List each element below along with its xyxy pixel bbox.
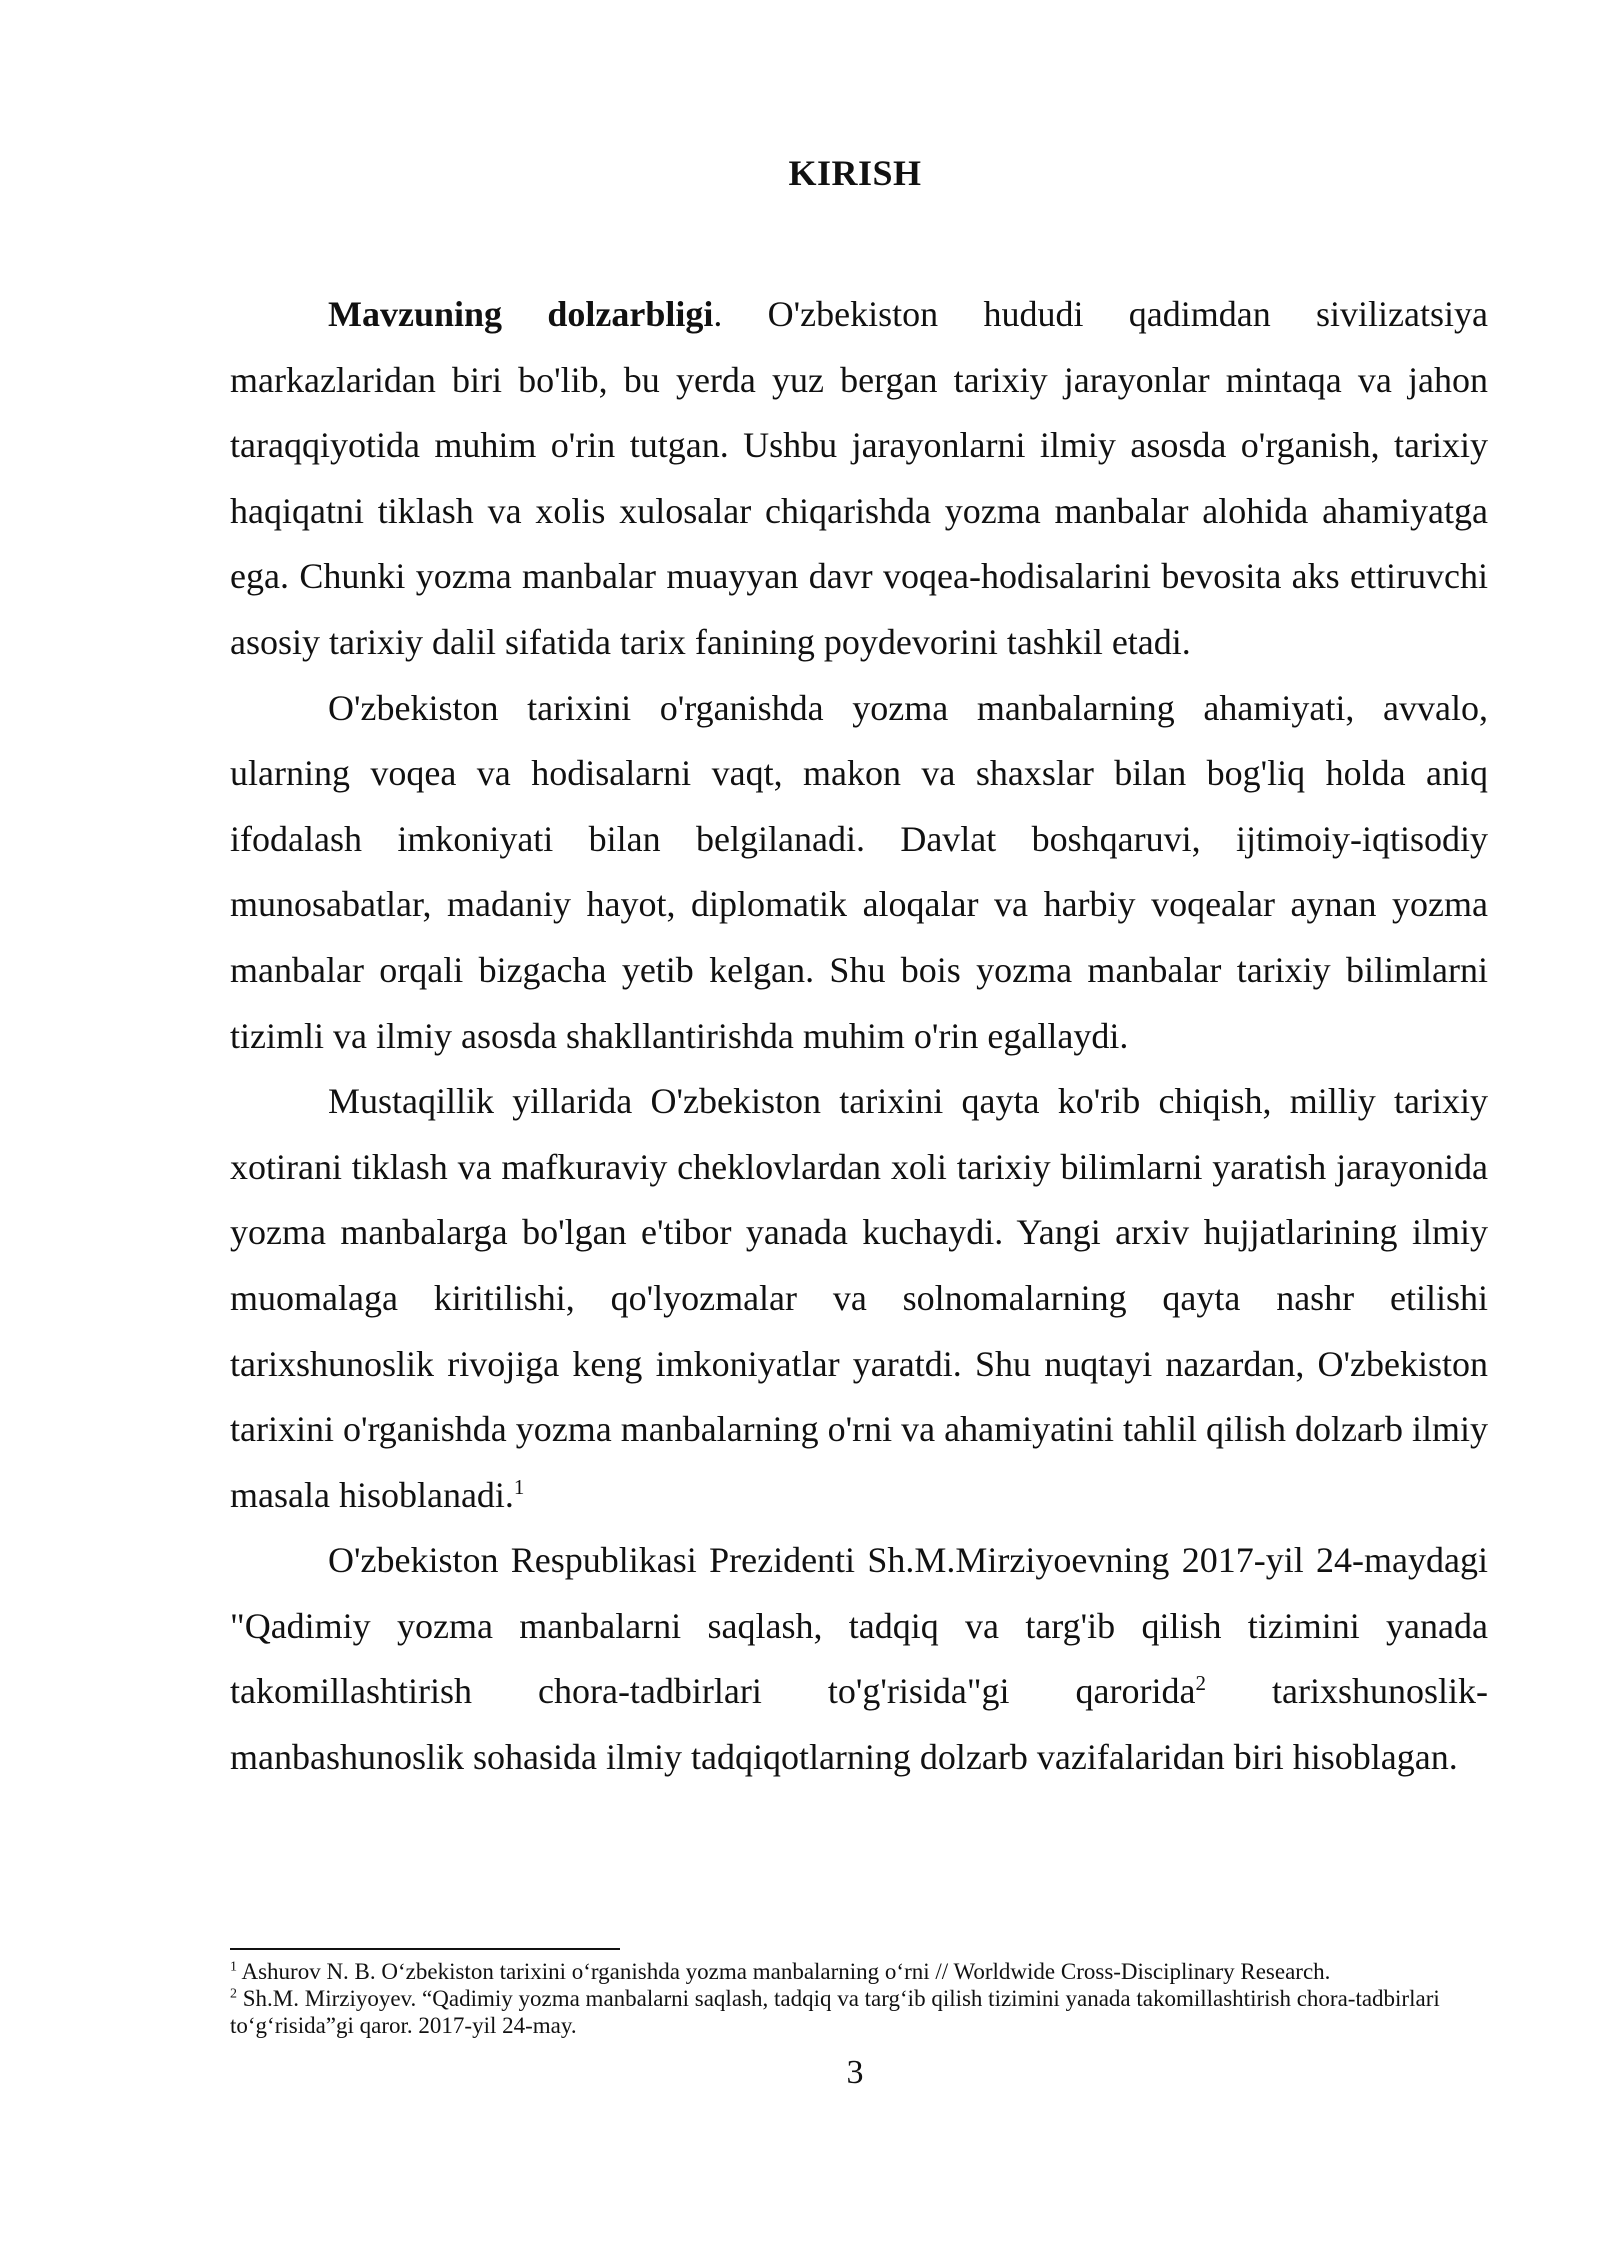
footnote-ref-1: 1: [513, 1474, 525, 1499]
footnote-2: [230, 1985, 1488, 2039]
footnote-1-mark: 1: [230, 1959, 237, 1975]
paragraph-3: [230, 1069, 1488, 1528]
footnote-2-text: Sh.M. Mirziyoyev. “Qadimiy yozma manbalarni saqlash, tadqiq va targ‘ib qilish tizimini yanada takomillashtirish chora-tadbirlari to‘g‘risida”gi qaror. 2017-yil 24-may.: [230, 1986, 1440, 2038]
footnote-2-mark: 2: [230, 1986, 237, 2002]
footnotes: [230, 1958, 1488, 2039]
footnote-1: [230, 1958, 1488, 1985]
paragraph-2-text: O'zbekiston tarixini o'rganishda yozma manbalarning ahamiyati, avvalo, ularning voqea va hodisalarni vaqt, makon va shaxslar bilan bog'liq holda aniq ifodalash imkoniyati bilan belgilanadi. Davlat boshqaruvi, ijtimoiy-iqtisodiy munosabatlar, madaniy hayot, diplomatik aloqalar va harbiy voqealar aynan yozma manbalar orqali bizgacha yetib kelgan. Shu bois yozma manbalar tarixiy bilimlarni tizimli va ilmiy asosda shakllantirishda muhim o'rin egallaydi.: [230, 687, 1488, 1056]
footnote-1-text: Ashurov N. B. O‘zbekiston tarixini o‘rganishda yozma manbalarning o‘rni // Worldwide Cross-Disciplinary Research.: [237, 1959, 1331, 1984]
paragraph-2: [230, 676, 1488, 1070]
paragraph-3-text: Mustaqillik yillarida O'zbekiston tarixini qayta ko'rib chiqish, milliy tarixiy xotirani tiklash va mafkuraviy cheklovlardan xoli tarixiy bilimlarni yaratish jarayonida yozma manbalarga bo'lgan e'tibor yanada kuchaydi. Yangi arxiv hujjatlarining ilmiy muomalaga kiritilishi, qo'lyozmalar va solnomalarning qayta nashr etilishi tarixshunoslik rivojiga keng imkoniyatlar yaratdi. Shu nuqtayi nazardan, O'zbekiston tarixini o'rganishda yozma manbalarning o'rni va ahamiyatini tahlil qilish dolzarb ilmiy masala hisoblanadi.: [230, 1081, 1489, 1515]
body-text: [230, 282, 1488, 1791]
paragraph-1: [230, 282, 1488, 676]
paragraph-4-text-after: tarixshunoslik-manbashunoslik sohasida ilmiy tadqiqotlarning dolzarb vazifalaridan biri hisoblagan.: [230, 1671, 1488, 1778]
footnote-ref-2: 2: [1195, 1671, 1206, 1696]
page-number: 3: [846, 2054, 864, 2091]
paragraph-1-lead: Mavzuning dolzarbligi: [328, 294, 714, 334]
paragraph-4: [230, 1528, 1488, 1790]
paragraph-1-text: . O'zbekiston hududi qadimdan sivilizatsiya markazlaridan biri bo'lib, bu yerda yuz bergan tarixiy jarayonlar mintaqa va jahon taraqqiyotida muhim o'rin tutgan. Ushbu jarayonlarni ilmiy asosda o'rganish, tarixiy haqiqatni tiklash va xolis xulosalar chiqarishda yozma manbalar alohida ahamiyatga ega. Chunki yozma manbalar muayyan davr voqea-hodisalarini bevosita aks ettiruvchi asosiy tarixiy dalil sifatida tarix fanining poydevorini tashkil etadi.: [230, 294, 1489, 662]
footnote-separator: [230, 1948, 620, 1950]
page-title: KIRISH: [788, 153, 922, 193]
paragraph-4-text-before: O'zbekiston Respublikasi Prezidenti Sh.M.Mirziyoevning 2017-yil 24-maydagi "Qadimiy yozma manbalarni saqlash, tadqiq va targ'ib qilish tizimini yanada takomillashtirish chora-tadbirlari to'g'risida"gi qarorida: [230, 1540, 1488, 1712]
